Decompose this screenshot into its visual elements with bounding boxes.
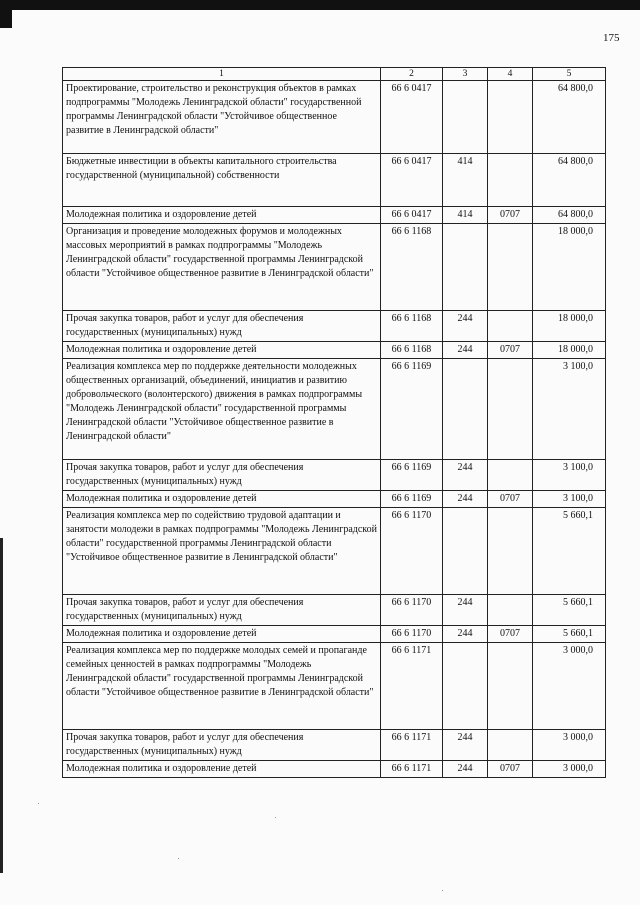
row-rz xyxy=(488,508,533,595)
table-row xyxy=(63,207,606,224)
row-rz: 0707 xyxy=(488,342,533,359)
scan-corner-mark xyxy=(0,0,12,28)
row-code: 66 6 0417 xyxy=(381,154,443,207)
row-code: 66 6 1168 xyxy=(381,311,443,342)
header-cell: 3 xyxy=(443,68,488,81)
row-code: 66 6 1168 xyxy=(381,342,443,359)
row-code: 66 6 1169 xyxy=(381,359,443,460)
row-sum: 18 000,0 xyxy=(533,224,606,311)
row-vr xyxy=(443,81,488,154)
table-row xyxy=(63,311,606,342)
table-row xyxy=(63,595,606,626)
header-cell: 5 xyxy=(533,68,606,81)
row-code: 66 6 1170 xyxy=(381,595,443,626)
table-row xyxy=(63,626,606,643)
scan-speck xyxy=(178,858,179,859)
header-cell: 1 xyxy=(63,68,381,81)
row-name: Прочая закупка товаров, работ и услуг для обеспечения государственных (муниципальных) нужд xyxy=(63,460,381,491)
row-vr: 244 xyxy=(443,491,488,508)
row-rz xyxy=(488,460,533,491)
row-rz xyxy=(488,359,533,460)
row-vr: 414 xyxy=(443,207,488,224)
row-sum: 64 800,0 xyxy=(533,207,606,224)
row-rz: 0707 xyxy=(488,626,533,643)
row-sum: 64 800,0 xyxy=(533,154,606,207)
row-rz: 0707 xyxy=(488,761,533,778)
row-name: Молодежная политика и оздоровление детей xyxy=(63,761,381,778)
row-vr: 244 xyxy=(443,311,488,342)
row-sum: 3 000,0 xyxy=(533,730,606,761)
page-number: 175 xyxy=(603,32,620,44)
row-vr: 414 xyxy=(443,154,488,207)
table-row xyxy=(63,224,606,311)
row-rz xyxy=(488,595,533,626)
row-sum: 3 100,0 xyxy=(533,491,606,508)
row-vr: 244 xyxy=(443,761,488,778)
table-row xyxy=(63,491,606,508)
row-code: 66 6 1171 xyxy=(381,730,443,761)
table-row xyxy=(63,359,606,460)
scan-speck xyxy=(442,890,443,891)
row-code: 66 6 0417 xyxy=(381,207,443,224)
row-rz xyxy=(488,643,533,730)
row-name: Молодежная политика и оздоровление детей xyxy=(63,342,381,359)
row-sum: 18 000,0 xyxy=(533,311,606,342)
row-rz xyxy=(488,224,533,311)
row-name: Прочая закупка товаров, работ и услуг для обеспечения государственных (муниципальных) нужд xyxy=(63,595,381,626)
row-code: 66 6 1171 xyxy=(381,761,443,778)
row-vr xyxy=(443,224,488,311)
table-row xyxy=(63,154,606,207)
row-rz xyxy=(488,311,533,342)
row-sum: 3 000,0 xyxy=(533,643,606,730)
row-vr: 244 xyxy=(443,626,488,643)
row-sum: 5 660,1 xyxy=(533,595,606,626)
binding-mark xyxy=(0,538,3,873)
row-vr: 244 xyxy=(443,342,488,359)
row-name: Проектирование, строительство и реконструкция объектов в рамках подпрограммы "Молодежь Ленинградской области" государственной программы Ленинградской области "Устойчивое общественное развитие в Ленинградской области" xyxy=(63,81,381,154)
table-row xyxy=(63,643,606,730)
row-vr: 244 xyxy=(443,460,488,491)
row-name: Молодежная политика и оздоровление детей xyxy=(63,207,381,224)
table-row xyxy=(63,342,606,359)
table-row xyxy=(63,730,606,761)
row-vr: 244 xyxy=(443,730,488,761)
scan-speck xyxy=(275,817,276,818)
row-vr: 244 xyxy=(443,595,488,626)
row-name: Реализация комплекса мер по поддержке молодых семей и пропаганде семейных ценностей в рамках подпрограммы "Молодежь Ленинградской области" государственной программы Ленинградской области "Устойчивое общественное развитие в Ленинградской области" xyxy=(63,643,381,730)
row-code: 66 6 1168 xyxy=(381,224,443,311)
row-code: 66 6 1169 xyxy=(381,460,443,491)
table-row xyxy=(63,460,606,491)
header-cell: 4 xyxy=(488,68,533,81)
row-rz xyxy=(488,154,533,207)
row-name: Молодежная политика и оздоровление детей xyxy=(63,491,381,508)
row-name: Организация и проведение молодежных форумов и молодежных массовых мероприятий в рамках подпрограммы "Молодежь Ленинградской области" государственной программы Ленинградской области "Устойчивое общественное развитие в Ленинградской области" xyxy=(63,224,381,311)
table-row xyxy=(63,81,606,154)
row-code: 66 6 1169 xyxy=(381,491,443,508)
row-name: Бюджетные инвестиции в объекты капитального строительства государственной (муниципальной) собственности xyxy=(63,154,381,207)
row-name: Реализация комплекса мер по поддержке деятельности молодежных общественных организаций, объединений, инициатив и развитию добровольческого (волонтерского) движения в рамках подпрограммы "Молодежь Ленинградской области" государственной программы Ленинградской области "Устойчивое общественное развитие в Ленинградской области" xyxy=(63,359,381,460)
row-sum: 5 660,1 xyxy=(533,626,606,643)
row-sum: 5 660,1 xyxy=(533,508,606,595)
row-code: 66 6 1170 xyxy=(381,626,443,643)
row-name: Прочая закупка товаров, работ и услуг для обеспечения государственных (муниципальных) нужд xyxy=(63,730,381,761)
row-sum: 64 800,0 xyxy=(533,81,606,154)
table-row xyxy=(63,508,606,595)
scan-top-edge xyxy=(0,0,640,10)
row-name: Реализация комплекса мер по содействию трудовой адаптации и занятости молодежи в рамках подпрограммы "Молодежь Ленинградской области" государственной программы Ленинградской области "Устойчивое общественное развитие в Ленинградской области" xyxy=(63,508,381,595)
row-sum: 18 000,0 xyxy=(533,342,606,359)
budget-table xyxy=(62,67,606,778)
row-rz: 0707 xyxy=(488,207,533,224)
row-rz xyxy=(488,81,533,154)
header-cell: 2 xyxy=(381,68,443,81)
row-vr xyxy=(443,643,488,730)
row-vr xyxy=(443,508,488,595)
table-header-row xyxy=(63,68,606,81)
row-rz: 0707 xyxy=(488,491,533,508)
row-code: 66 6 1170 xyxy=(381,508,443,595)
row-name: Молодежная политика и оздоровление детей xyxy=(63,626,381,643)
table-row xyxy=(63,761,606,778)
row-sum: 3 100,0 xyxy=(533,359,606,460)
row-name: Прочая закупка товаров, работ и услуг для обеспечения государственных (муниципальных) нужд xyxy=(63,311,381,342)
row-sum: 3 000,0 xyxy=(533,761,606,778)
scan-speck xyxy=(38,803,39,804)
row-code: 66 6 1171 xyxy=(381,643,443,730)
row-rz xyxy=(488,730,533,761)
row-code: 66 6 0417 xyxy=(381,81,443,154)
row-sum: 3 100,0 xyxy=(533,460,606,491)
row-vr xyxy=(443,359,488,460)
